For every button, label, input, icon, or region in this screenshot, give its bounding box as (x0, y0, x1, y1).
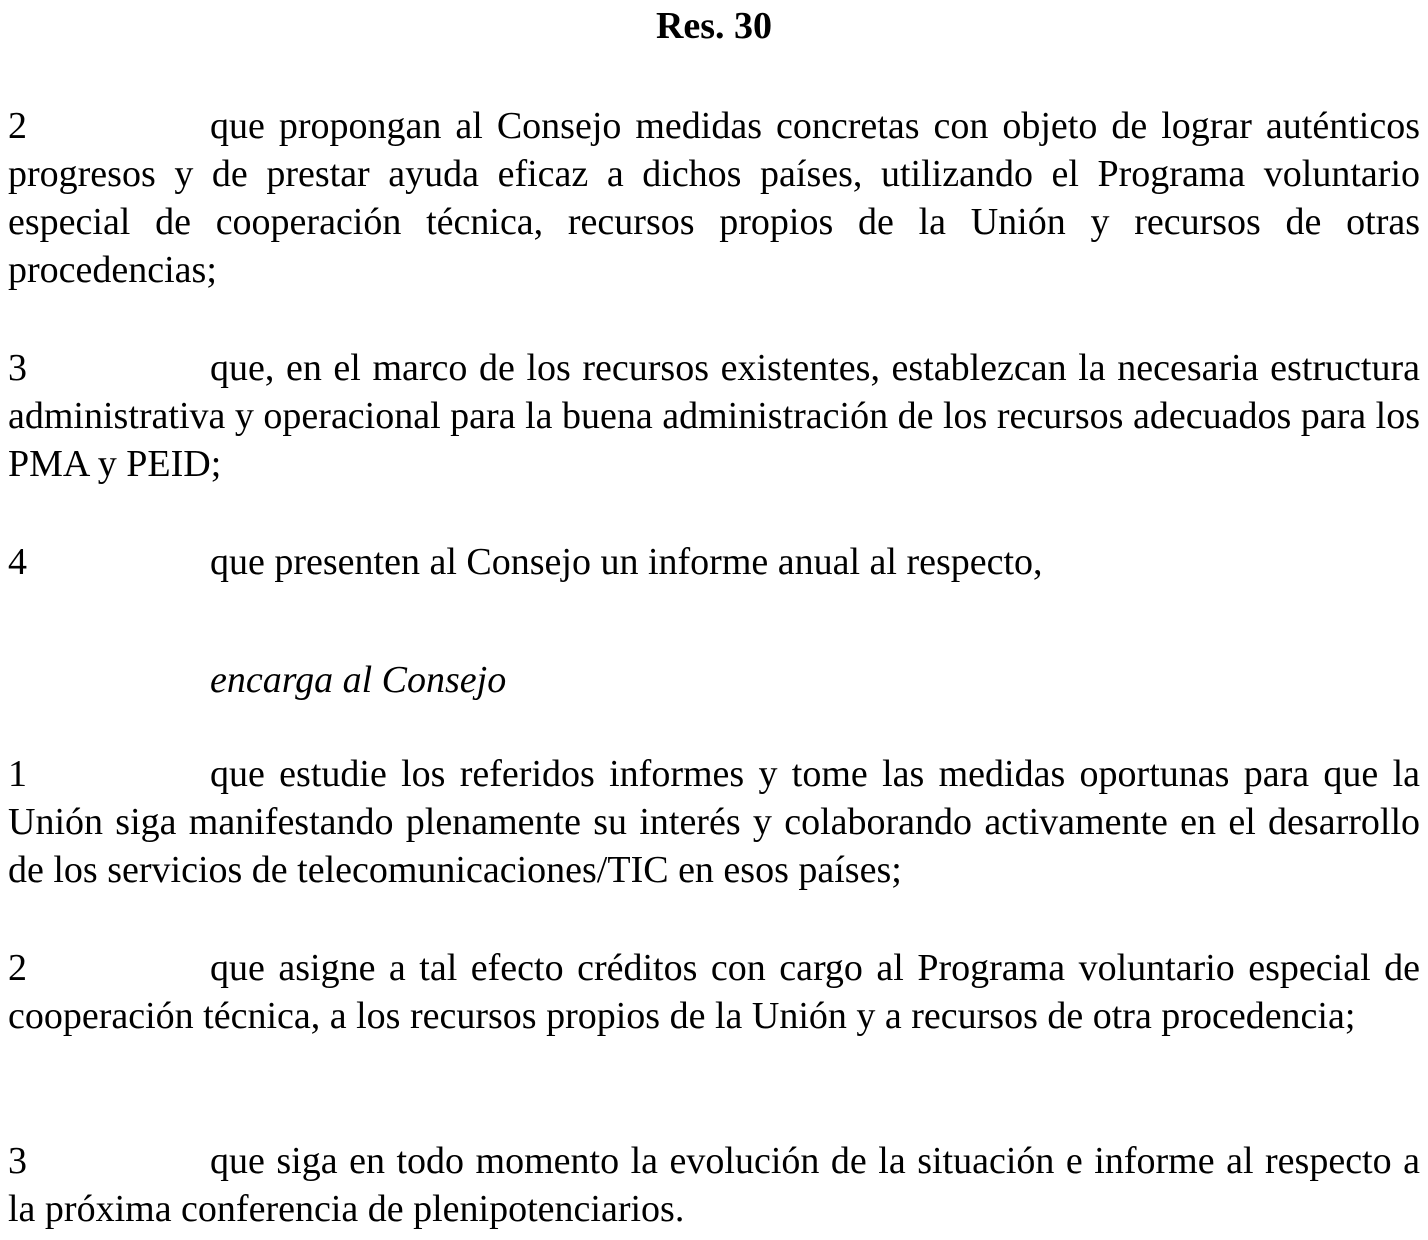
paragraph-text: que estudie los referidos informes y tome las medidas oportunas para que la Unión siga manifestando plenamente su interés y colaborando activamente en el desarrollo de los servicios de telecomunicaciones/TIC en esos países; (8, 753, 1420, 891)
paragraph-text: que presenten al Consejo un informe anual al respecto, (210, 541, 1043, 583)
paragraph-number: 2 (8, 947, 27, 989)
paragraph-text: que siga en todo momento la evolución de la situación e informe al respecto a la próxima conferencia de plenipotenciarios. (8, 1140, 1420, 1230)
paragraph-text: que, en el marco de los recursos existentes, establezcan la necesaria estructura administrativa y operacional para la buena administración de los recursos adecuados para los PMA y PEID; (8, 347, 1420, 485)
paragraph-item (8, 750, 1420, 894)
document-page (8, 0, 1420, 1230)
paragraph-number: 2 (8, 105, 27, 147)
paragraph-number: 1 (8, 753, 27, 795)
paragraph-text: que propongan al Consejo medidas concretas con objeto de lograr auténticos progresos y de prestar ayuda eficaz a dichos países, utilizando el Programa voluntario especial de cooperación técnica, recursos propios de la Unión y recursos de otras procedencias; (8, 105, 1420, 291)
paragraph-item (8, 344, 1420, 488)
paragraph-item (8, 102, 1420, 294)
paragraph-item (8, 1137, 1420, 1233)
paragraph-number: 4 (8, 541, 27, 583)
paragraph-item (8, 944, 1420, 1040)
paragraph-number: 3 (8, 347, 27, 389)
paragraph-text: que asigne a tal efecto créditos con cargo al Programa voluntario especial de cooperación técnica, a los recursos propios de la Unión y a recursos de otra procedencia; (8, 947, 1420, 1037)
paragraph-number: 3 (8, 1140, 27, 1182)
page-header: Res. 30 (655, 5, 773, 47)
section-heading: encarga al Consejo (210, 659, 507, 701)
paragraph-item (8, 538, 1043, 586)
